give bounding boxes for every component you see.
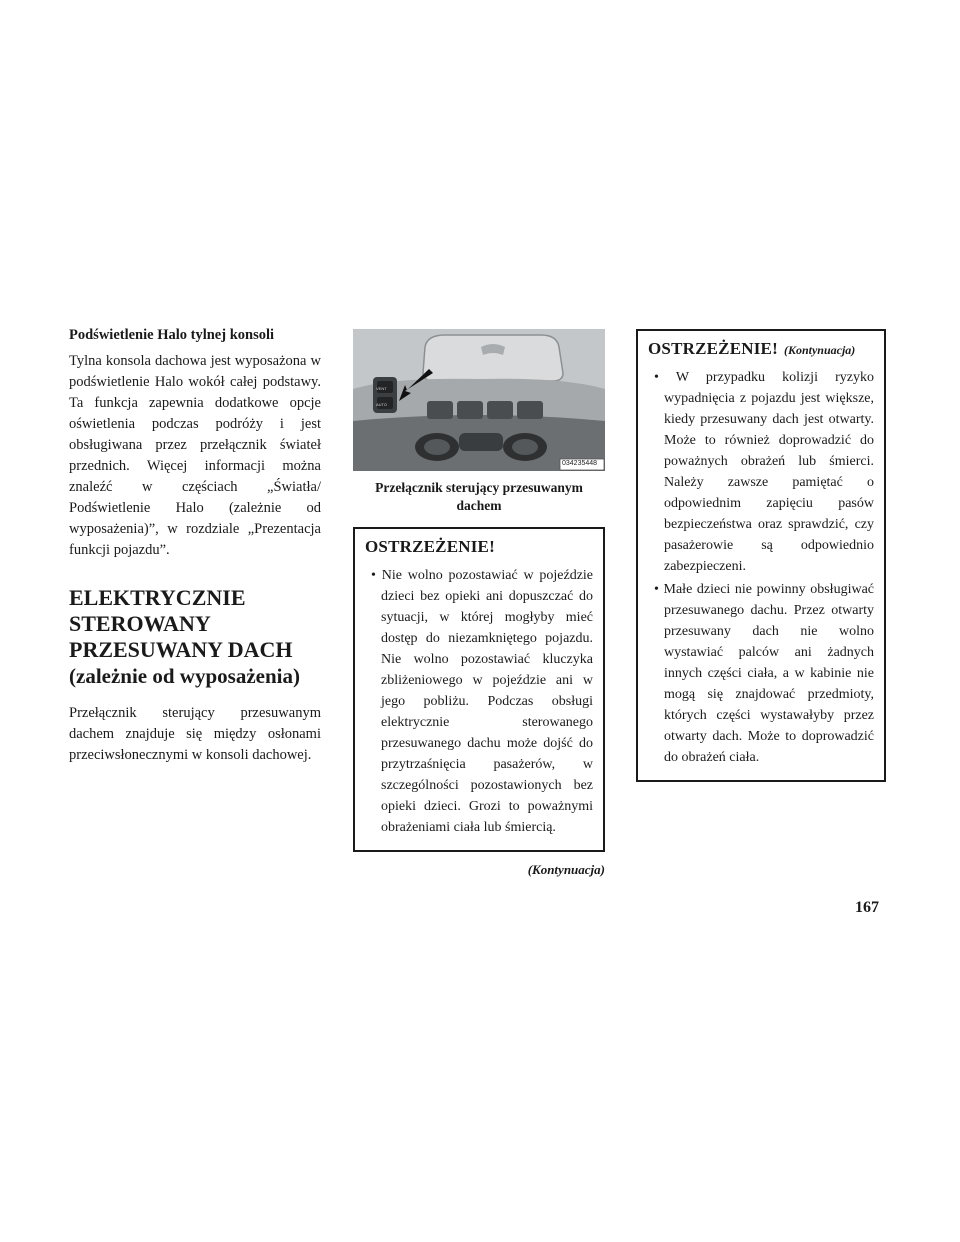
warning-title: OSTRZEŻENIE! (648, 339, 778, 358)
sunroof-switch-paragraph: Przełącznik sterujący przesuwanym dachem znajduje się między osłonami przeciwsłonecznymi w konsoli dachowej. (69, 705, 321, 763)
photo-caption: Przełącznik sterujący przesuwanym dachem (375, 480, 583, 513)
section-title-line3: PRZESUWANY DACH (69, 637, 293, 662)
middle-column (353, 329, 605, 878)
section-title-line1: ELEKTRYCZNIE (69, 585, 246, 610)
overhead-console-illustration (353, 329, 605, 471)
warning-list (365, 565, 593, 838)
warning-item: • W przypadku kolizji ryzyko wypadnięcia z pojazdu jest większe, kiedy przesuwany dach jest otwarty. Może to również doprowadzić do poważnych obrażeń lub śmierci. Należy zawsze pamiętać o odpowiednim zapięciu pasów bezpieczeństwa oraz sprawdzić, czy pasażerowie są odpowiednio zabezpieczeni. (648, 367, 874, 577)
halo-paragraph: Tylna konsola dachowa jest wyposażona w podświetlenie Halo wokół całej podstawy. Ta funkcja zapewnia dodatkowe opcje oświetlenia podczas podróży i jest obsługiwana przez przełącznik świateł przednich. Więcej informacji można znaleźć w częściach „Światła/ Podświetlenie Halo (zależnie od wyposażenia)”, w rozdziale „Prezentacja funkcji pojazdu”. (69, 353, 321, 558)
right-column (636, 329, 886, 782)
left-column (69, 327, 321, 777)
warning-continued-label: (Kontynuacja) (783, 343, 856, 357)
section-title-line4: (zależnie od wyposażenia) (69, 664, 300, 688)
warning-box-continued (636, 329, 886, 782)
page-number: 167 (855, 899, 879, 916)
subheading-halo: Podświetlenie Halo tylnej konsoli (69, 327, 275, 343)
switch-label-auto: AUTO (376, 402, 388, 407)
warning-title: OSTRZEŻENIE! (365, 537, 495, 556)
warning-title-row (648, 339, 874, 359)
switch-label-vent: VENT (376, 386, 387, 391)
sunroof-switch-photo (353, 329, 605, 471)
warning-item: • Nie wolno pozostawiać w pojeździe dzieci bez opieki ani dopuszczać do sytuacji, w której mogłyby mieć dostęp do niezamkniętego pojazdu. Nie wolno pozostawiać kluczyka zbliżeniowego w pojeździe ani w jego pobliżu. Podczas obsługi elektrycznie sterowanego przesuwanego dachu może dojść do przytrzaśnięcia pasażerów, w szczególności pozostawionych bez opieki dzieci. Grozi to poważnymi obrażeniami ciała lub śmiercią. (365, 565, 593, 838)
photo-code: 034235448 (562, 460, 598, 467)
warning-list (648, 367, 874, 768)
section-title (69, 585, 321, 689)
warning-item: • Małe dzieci nie powinny obsługiwać przesuwanego dachu. Przez otwarty przesuwany dach nie wolno wystawiać palców ani żadnych innych części ciała, a w kabinie nie mogą się znajdować przedmioty, których części wystawałyby przez otwarty dach. Może to doprowadzić do obrażeń ciała. (648, 579, 874, 768)
warning-box (353, 527, 605, 852)
section-title-line2: STEROWANY (69, 611, 211, 636)
continued-note: (Kontynuacja) (527, 862, 605, 877)
